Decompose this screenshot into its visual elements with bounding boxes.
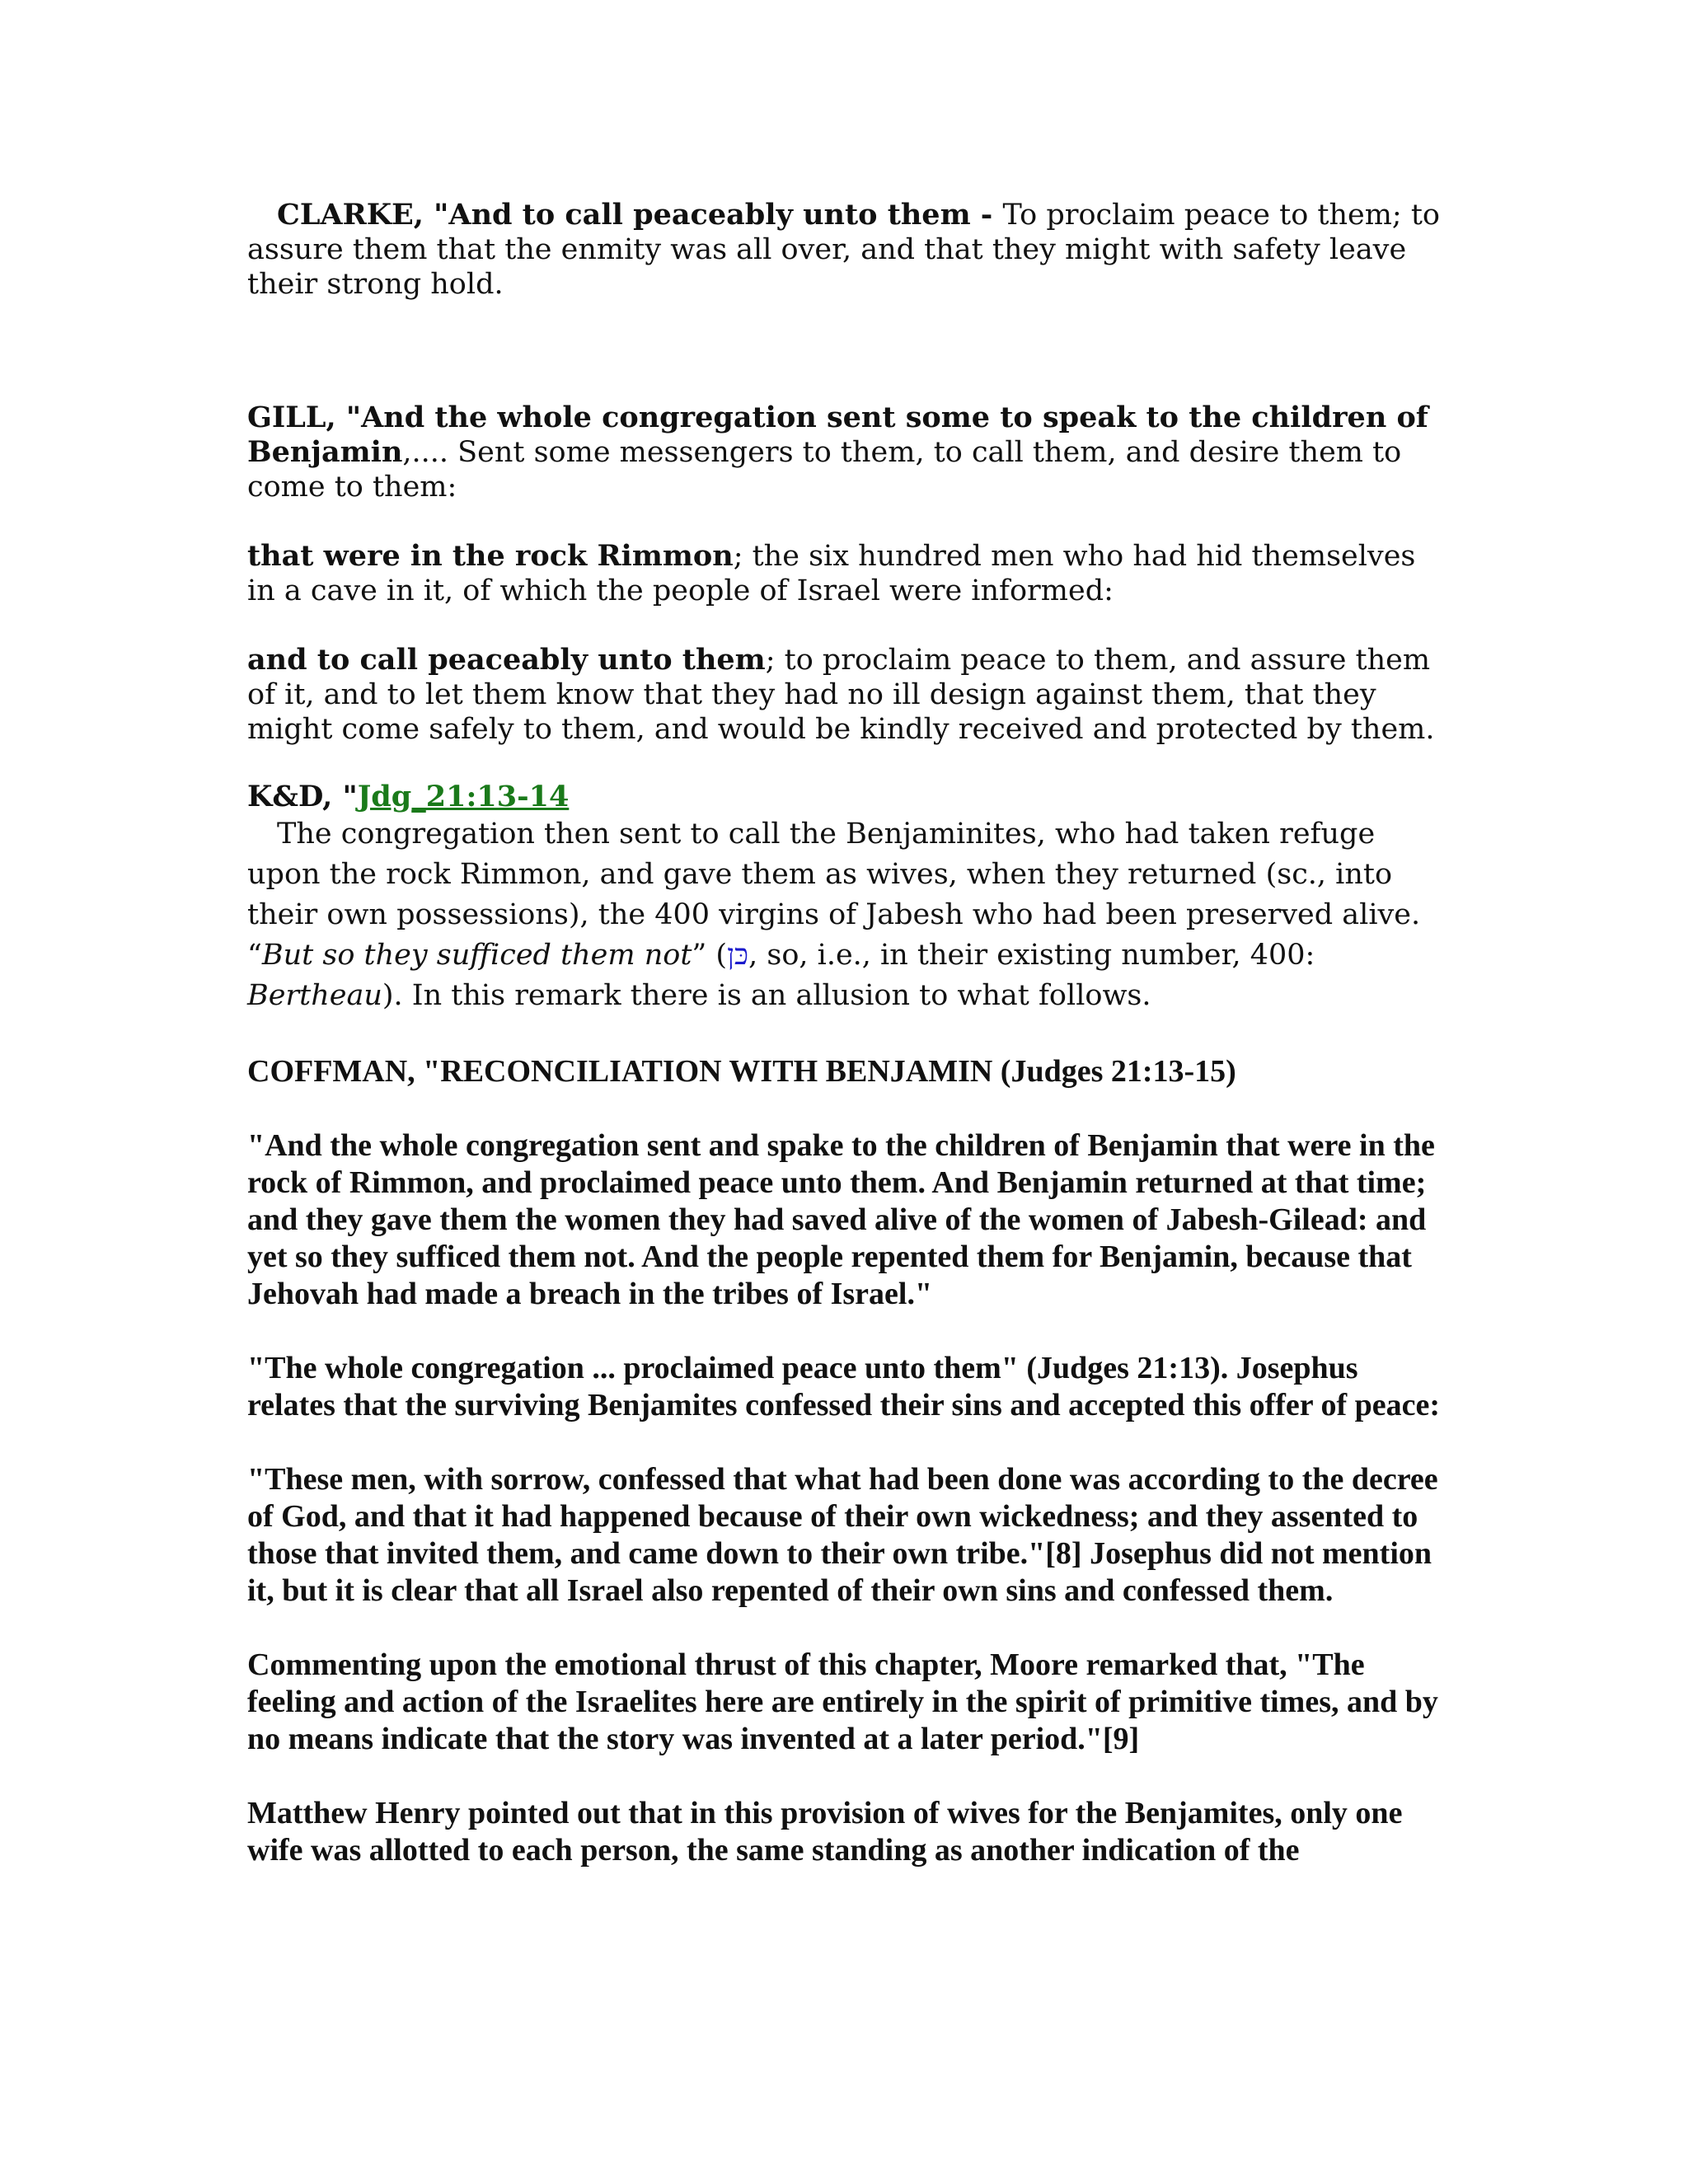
spacer <box>247 1313 1442 1350</box>
spacer <box>247 1090 1442 1127</box>
clarke-label: CLARKE, "And to call peaceably unto them <box>277 198 971 232</box>
kd-paragraph <box>247 814 1442 1016</box>
kd-text-2: ” ( <box>692 939 728 972</box>
coffman-paragraph-2: "The whole congregation ... proclaimed peace unto them" (Judges 21:13). Josephus relates that the surviving Benjamites confessed their sins and accepted this offer of peace: <box>247 1351 1441 1422</box>
kd-heading <box>247 780 1442 814</box>
kd-italic-2: Bertheau <box>247 979 382 1012</box>
document-page <box>247 198 1442 1869</box>
kd-text-3: , so, i.e., in their existing number, 400: <box>748 939 1315 972</box>
kd-italic-1: But so they sufficed them not <box>261 939 692 972</box>
clarke-text: To proclaim peace to them; to assure them that the enmity was all over, and that they might with safety leave their strong hold. <box>247 199 1440 301</box>
kd-text-4: ). In this remark there is an allusion to what follows. <box>382 979 1151 1012</box>
spacer <box>247 608 1442 643</box>
clarke-paragraph <box>247 198 1442 302</box>
spacer <box>247 1016 1442 1053</box>
gill-bold-3: and to call peaceably unto them <box>247 643 766 677</box>
coffman-heading: COFFMAN, "RECONCILIATION WITH BENJAMIN (Judges 21:13-15) <box>247 1054 1236 1089</box>
spacer <box>247 1758 1442 1795</box>
gill-bold-2: that were in the rock Rimmon <box>247 539 734 573</box>
coffman-paragraph-3: "These men, with sorrow, confessed that what had been done was according to the decree of God, and that it had happened because of their own wickedness; and they assented to those that invited them, and came down to their own tribe."[8] Josephus did not mention it, but it is clear that all Israel also repented of their own sins and confessed them. <box>247 1462 1438 1608</box>
gill-paragraph-1 <box>247 401 1442 504</box>
kd-reference-link[interactable]: Jdg_21:13-14 <box>357 780 570 813</box>
gill-text-3: ; to proclaim peace to them, and assure them of it, and to let them know that they had no ill design against them, that they might come safely to them, and would be kindly received and protected by them. <box>247 644 1435 746</box>
spacer <box>247 747 1442 780</box>
spacer <box>247 504 1442 539</box>
gill-paragraph-2 <box>247 539 1442 608</box>
coffman-paragraph-4: Commenting upon the emotional thrust of this chapter, Moore remarked that, "The feeling and action of the Israelites here are entirely in the spirit of primitive times, and by no means indicate that the story was invented at a later period."[9] <box>247 1647 1438 1756</box>
kd-text-1: The congregation then sent to call the Benjaminites, who had taken refuge upon the rock Rimmon, and gave them as wives, when they returned (sc., into their own possessions), the 400 virgins of Jabesh who had been preserved alive. “ <box>247 818 1421 972</box>
gill-label: GILL, "And the whole congregation sent some to speak to the children of Benjamin <box>247 401 1428 469</box>
gill-paragraph-3 <box>247 643 1442 747</box>
spacer <box>247 302 1442 401</box>
kd-label: K&D, " <box>247 780 358 813</box>
kd-hebrew-word: כּן <box>727 939 749 972</box>
gill-text-1: ,.... Sent some messengers to them, to call them, and desire them to come to them: <box>247 436 1402 504</box>
gill-text-2: ; the six hundred men who had hid themselves in a cave in it, of which the people of Israel were informed: <box>247 540 1416 607</box>
coffman-paragraph-5: Matthew Henry pointed out that in this provision of wives for the Benjamites, only one wife was allotted to each person, the same standing as another indication of the <box>247 1796 1403 1868</box>
clarke-separator: - <box>970 198 1003 232</box>
spacer <box>247 1610 1442 1647</box>
spacer <box>247 1424 1442 1461</box>
coffman-paragraph-1: "And the whole congregation sent and spake to the children of Benjamin that were in the rock of Rimmon, and proclaimed peace unto them. And Benjamin returned at that time; and they gave them the women they had saved alive of the women of Jabesh-Gilead: and yet so they sufficed them not. And the people repented them for Benjamin, because that Jehovah had made a breach in the tribes of Israel." <box>247 1128 1435 1311</box>
